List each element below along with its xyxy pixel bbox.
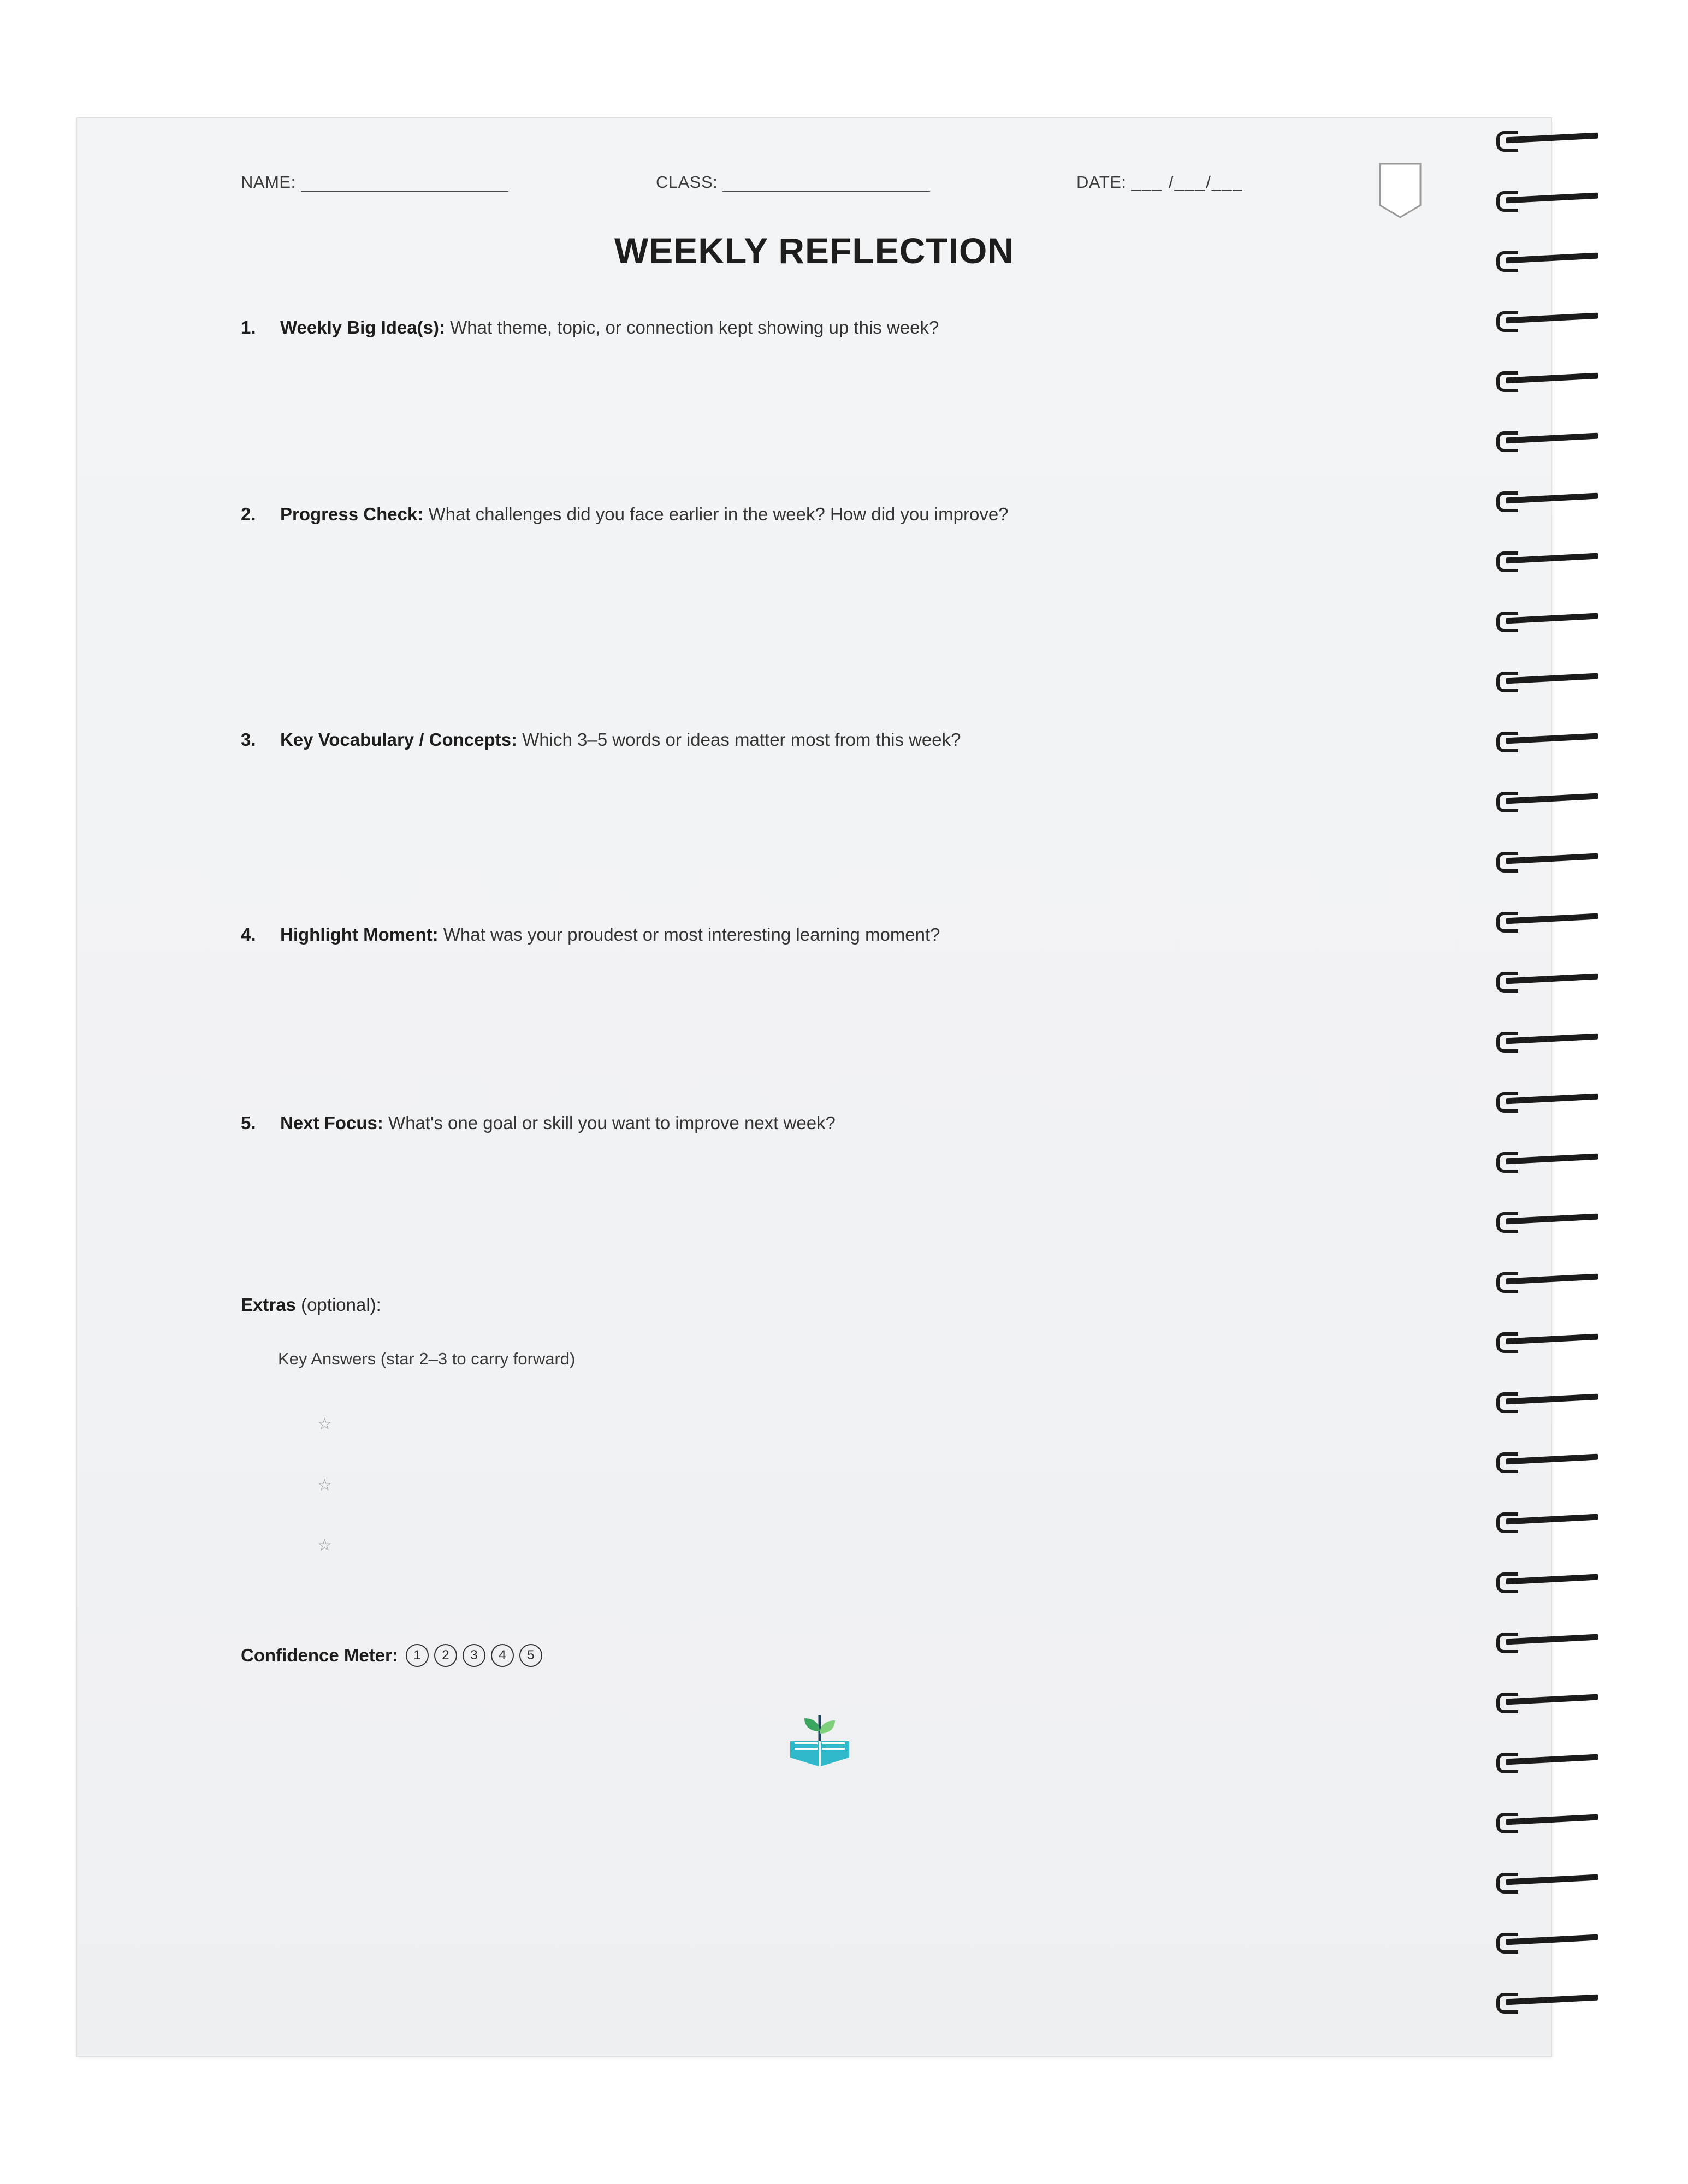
coil-bar — [1506, 1634, 1598, 1645]
coil-bar — [1506, 974, 1598, 984]
spiral-coil-icon — [1496, 612, 1600, 626]
spiral-coil-icon — [1496, 551, 1600, 566]
star-icon[interactable]: ☆ — [317, 1415, 332, 1433]
coil-bar — [1506, 1874, 1598, 1885]
coil-bar — [1506, 673, 1598, 684]
prompt-number: 2. — [241, 504, 256, 524]
confidence-option-5[interactable]: 5 — [519, 1644, 542, 1667]
prompt-number: 5. — [241, 1113, 256, 1133]
prompt-item — [241, 921, 1442, 948]
extras-section-label — [241, 1295, 381, 1315]
spiral-coil-icon — [1496, 491, 1600, 506]
coil-bar — [1506, 313, 1598, 324]
star-row[interactable] — [317, 1476, 332, 1495]
spiral-coil-icon — [1496, 371, 1600, 385]
star-icon[interactable]: ☆ — [317, 1476, 332, 1494]
coil-bar — [1506, 613, 1598, 624]
confidence-scale[interactable] — [406, 1644, 542, 1667]
spiral-coil-icon — [1496, 1572, 1600, 1587]
coil-bar — [1506, 1394, 1598, 1405]
prompt-text: What theme, topic, or connection kept showing up this week? — [445, 317, 939, 337]
spiral-coil-icon — [1496, 1272, 1600, 1286]
spiral-coil-icon — [1496, 311, 1600, 325]
prompt-heading: Next Focus: — [280, 1113, 383, 1133]
spiral-binding — [1496, 131, 1622, 2053]
spiral-coil-icon — [1496, 1813, 1600, 1827]
spiral-coil-icon — [1496, 1332, 1600, 1346]
prompt-item — [241, 313, 1442, 341]
coil-bar — [1506, 133, 1598, 144]
spiral-coil-icon — [1496, 1452, 1600, 1467]
coil-bar — [1506, 1694, 1598, 1705]
date-label: DATE: — [1076, 173, 1127, 192]
spiral-coil-icon — [1496, 1512, 1600, 1527]
coil-bar — [1506, 1814, 1598, 1825]
name-field[interactable] — [241, 173, 508, 192]
spiral-coil-icon — [1496, 1392, 1600, 1406]
spiral-coil-icon — [1496, 1933, 1600, 1947]
coil-bar — [1506, 1754, 1598, 1765]
class-field[interactable] — [656, 173, 930, 192]
confidence-option-2[interactable]: 2 — [434, 1644, 457, 1667]
prompt-text: Which 3–5 words or ideas matter most from this week? — [517, 729, 961, 750]
name-input-line[interactable] — [301, 175, 508, 192]
spiral-coil-icon — [1496, 792, 1600, 806]
extras-label: Extras — [241, 1295, 296, 1315]
spiral-coil-icon — [1496, 431, 1600, 446]
key-answers-label: Key Answers (star 2–3 to carry forward) — [278, 1349, 576, 1368]
confidence-option-4[interactable]: 4 — [491, 1644, 514, 1667]
spiral-coil-icon — [1496, 1993, 1600, 2007]
date-field[interactable] — [1076, 173, 1243, 192]
spiral-coil-icon — [1496, 251, 1600, 265]
spiral-coil-icon — [1496, 1152, 1600, 1166]
spiral-coil-icon — [1496, 191, 1600, 205]
spiral-coil-icon — [1496, 1873, 1600, 1887]
coil-bar — [1506, 1454, 1598, 1465]
star-row[interactable] — [317, 1415, 332, 1434]
coil-bar — [1506, 1274, 1598, 1285]
spiral-coil-icon — [1496, 131, 1600, 145]
class-label: CLASS: — [656, 173, 718, 192]
name-label: NAME: — [241, 173, 296, 192]
spiral-coil-icon — [1496, 1032, 1600, 1046]
confidence-meter-label: Confidence Meter: — [241, 1645, 398, 1665]
spiral-coil-icon — [1496, 912, 1600, 926]
prompt-text: What was your proudest or most interesting learning moment? — [438, 924, 940, 945]
prompt-item — [241, 1109, 1442, 1137]
star-row[interactable] — [317, 1536, 332, 1555]
extras-optional-label: (optional): — [295, 1295, 381, 1315]
prompt-heading: Weekly Big Idea(s): — [280, 317, 445, 337]
coil-bar — [1506, 853, 1598, 864]
spiral-coil-icon — [1496, 1633, 1600, 1647]
prompt-text: What's one goal or skill you want to improve next week? — [383, 1113, 836, 1133]
confidence-option-3[interactable]: 3 — [463, 1644, 485, 1667]
coil-bar — [1506, 1514, 1598, 1525]
confidence-meter — [241, 1644, 542, 1667]
coil-bar — [1506, 493, 1598, 504]
page-title: WEEKLY REFLECTION — [614, 230, 1015, 271]
prompt-number: 4. — [241, 924, 256, 945]
spiral-coil-icon — [1496, 1092, 1600, 1106]
bookmark-icon — [1377, 161, 1424, 221]
prompt-item — [241, 726, 1442, 753]
worksheet-page — [76, 117, 1552, 2057]
header-fields — [241, 173, 1486, 205]
prompt-heading: Key Vocabulary / Concepts: — [280, 729, 518, 750]
coil-bar — [1506, 1934, 1598, 1945]
spiral-coil-icon — [1496, 1693, 1600, 1707]
class-input-line[interactable] — [722, 175, 930, 192]
coil-bar — [1506, 553, 1598, 564]
prompt-text: What challenges did you face earlier in the week? How did you improve? — [423, 504, 1009, 524]
date-slots[interactable]: ___ /___/___ — [1131, 173, 1243, 192]
prompt-item — [241, 500, 1442, 528]
star-icon[interactable]: ☆ — [317, 1536, 332, 1554]
coil-bar — [1506, 433, 1598, 444]
coil-bar — [1506, 253, 1598, 264]
spiral-coil-icon — [1496, 852, 1600, 866]
prompt-heading: Progress Check: — [280, 504, 424, 524]
coil-bar — [1506, 1154, 1598, 1165]
prompt-heading: Highlight Moment: — [280, 924, 439, 945]
coil-bar — [1506, 733, 1598, 744]
spiral-coil-icon — [1496, 732, 1600, 746]
page-surface — [77, 118, 1551, 2056]
coil-bar — [1506, 1574, 1598, 1585]
coil-bar — [1506, 1214, 1598, 1225]
spiral-coil-icon — [1496, 1212, 1600, 1226]
coil-bar — [1506, 193, 1598, 204]
coil-bar — [1506, 1995, 1598, 2005]
confidence-option-1[interactable]: 1 — [406, 1644, 429, 1667]
coil-bar — [1506, 1034, 1598, 1044]
book-sprout-logo-icon — [781, 1710, 858, 1775]
spiral-coil-icon — [1496, 672, 1600, 686]
coil-bar — [1506, 1334, 1598, 1345]
prompt-number: 1. — [241, 317, 256, 337]
coil-bar — [1506, 913, 1598, 924]
spiral-coil-icon — [1496, 972, 1600, 986]
prompt-number: 3. — [241, 729, 256, 750]
coil-bar — [1506, 373, 1598, 384]
coil-bar — [1506, 1094, 1598, 1105]
coil-bar — [1506, 793, 1598, 804]
spiral-coil-icon — [1496, 1753, 1600, 1767]
